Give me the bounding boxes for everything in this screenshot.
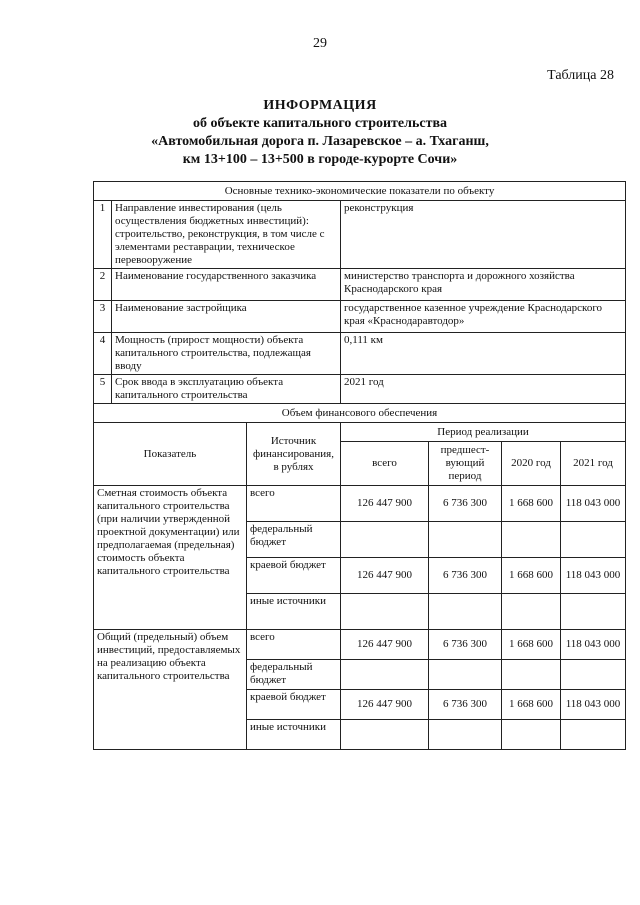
indicator-value: министерство транспорта и дорожного хозяйства Краснодарского края bbox=[341, 269, 626, 301]
indicator-label: Наименование застройщика bbox=[112, 301, 341, 333]
funding-source: всего bbox=[247, 630, 341, 660]
source-column-header: Источник финансирования, в рублях bbox=[247, 423, 341, 486]
object-name-line-1: «Автомобильная дорога п. Лазаревское – а. Тхаганш, bbox=[151, 134, 489, 149]
funding-source: краевой бюджет bbox=[247, 690, 341, 720]
indicator-row bbox=[94, 301, 626, 333]
indicator-row bbox=[94, 375, 626, 404]
funding-source: иные источники bbox=[247, 720, 341, 750]
indicators-section bbox=[94, 182, 626, 404]
year-2021-value bbox=[561, 594, 626, 630]
indicator-value: 0,111 км bbox=[341, 333, 626, 375]
year-2020-value: 1 668 600 bbox=[502, 630, 561, 660]
year-2021-value: 118 043 000 bbox=[561, 558, 626, 594]
row-number: 5 bbox=[94, 375, 112, 404]
previous-value bbox=[429, 522, 502, 558]
table-label: Таблица 28 bbox=[547, 68, 614, 83]
row-number: 4 bbox=[94, 333, 112, 375]
year-2021-value bbox=[561, 522, 626, 558]
year-2020-column-header: 2020 год bbox=[502, 442, 561, 486]
indicator-row bbox=[94, 201, 626, 269]
year-2021-value: 118 043 000 bbox=[561, 690, 626, 720]
year-2020-value bbox=[502, 720, 561, 750]
row-number: 3 bbox=[94, 301, 112, 333]
row-number: 2 bbox=[94, 269, 112, 301]
document-subtitle: об объекте капитального строительства bbox=[192, 116, 448, 131]
total-column-header: всего bbox=[341, 442, 429, 486]
object-name-line-2: км 13+100 – 13+500 в городе-курорте Сочи» bbox=[182, 152, 458, 167]
funding-source: федеральный бюджет bbox=[247, 522, 341, 558]
year-2021-value: 118 043 000 bbox=[561, 630, 626, 660]
previous-value bbox=[429, 660, 502, 690]
finance-indicator: Общий (предельный) объем инвестиций, предоставляемых на реализацию объекта капитального строительства bbox=[94, 630, 247, 750]
indicator-label: Мощность (прирост мощности) объекта капитального строительства, подлежащая вводу bbox=[112, 333, 341, 375]
indicator-column-header: Показатель bbox=[94, 423, 247, 486]
indicator-value: государственное казенное учреждение Краснодарского края «Краснодаравтодор» bbox=[341, 301, 626, 333]
total-value: 126 447 900 bbox=[341, 486, 429, 522]
total-value bbox=[341, 522, 429, 558]
previous-value bbox=[429, 594, 502, 630]
indicator-label: Наименование государственного заказчика bbox=[112, 269, 341, 301]
page-number: 29 bbox=[313, 36, 327, 51]
year-2021-column-header: 2021 год bbox=[561, 442, 626, 486]
year-2020-value: 1 668 600 bbox=[502, 690, 561, 720]
total-value: 126 447 900 bbox=[341, 690, 429, 720]
year-2020-value bbox=[502, 594, 561, 630]
finance-section bbox=[94, 404, 626, 750]
previous-value: 6 736 300 bbox=[429, 558, 502, 594]
object-info-table bbox=[93, 181, 626, 750]
total-value bbox=[341, 660, 429, 690]
finance-header: Объем финансового обеспечения bbox=[94, 404, 626, 423]
funding-source: федеральный бюджет bbox=[247, 660, 341, 690]
year-2020-value: 1 668 600 bbox=[502, 558, 561, 594]
row-number: 1 bbox=[94, 201, 112, 269]
indicator-row bbox=[94, 269, 626, 301]
finance-indicator: Сметная стоимость объекта капитального строительства (при наличии утвержденной проектной документации) или предполагаемая (предельная) стоимость объекта капитального строительства bbox=[94, 486, 247, 630]
year-2020-value bbox=[502, 522, 561, 558]
funding-source: краевой бюджет bbox=[247, 558, 341, 594]
total-value: 126 447 900 bbox=[341, 558, 429, 594]
indicator-value: 2021 год bbox=[341, 375, 626, 404]
period-column-header: Период реализации bbox=[341, 423, 626, 442]
indicator-label: Направление инвестирования (цель осуществления бюджетных инвестиций): строительство, реконструкция, в том числе с элементами реставрации, техническое перевооружение bbox=[112, 201, 341, 269]
document-title: ИНФОРМАЦИЯ bbox=[263, 98, 377, 113]
previous-value: 6 736 300 bbox=[429, 486, 502, 522]
total-value bbox=[341, 594, 429, 630]
year-2021-value bbox=[561, 660, 626, 690]
previous-value: 6 736 300 bbox=[429, 630, 502, 660]
funding-source: иные источники bbox=[247, 594, 341, 630]
total-value bbox=[341, 720, 429, 750]
indicator-value: реконструкция bbox=[341, 201, 626, 269]
indicator-row bbox=[94, 333, 626, 375]
previous-value bbox=[429, 720, 502, 750]
indicators-header: Основные технико-экономические показатели по объекту bbox=[94, 182, 626, 201]
finance-row bbox=[94, 486, 626, 522]
finance-row bbox=[94, 630, 626, 660]
year-2021-value: 118 043 000 bbox=[561, 486, 626, 522]
funding-source: всего bbox=[247, 486, 341, 522]
year-2020-value bbox=[502, 660, 561, 690]
year-2020-value: 1 668 600 bbox=[502, 486, 561, 522]
previous-period-column-header: предшест-вующий период bbox=[429, 442, 502, 486]
total-value: 126 447 900 bbox=[341, 630, 429, 660]
previous-value: 6 736 300 bbox=[429, 690, 502, 720]
year-2021-value bbox=[561, 720, 626, 750]
indicator-label: Срок ввода в эксплуатацию объекта капитального строительства bbox=[112, 375, 341, 404]
